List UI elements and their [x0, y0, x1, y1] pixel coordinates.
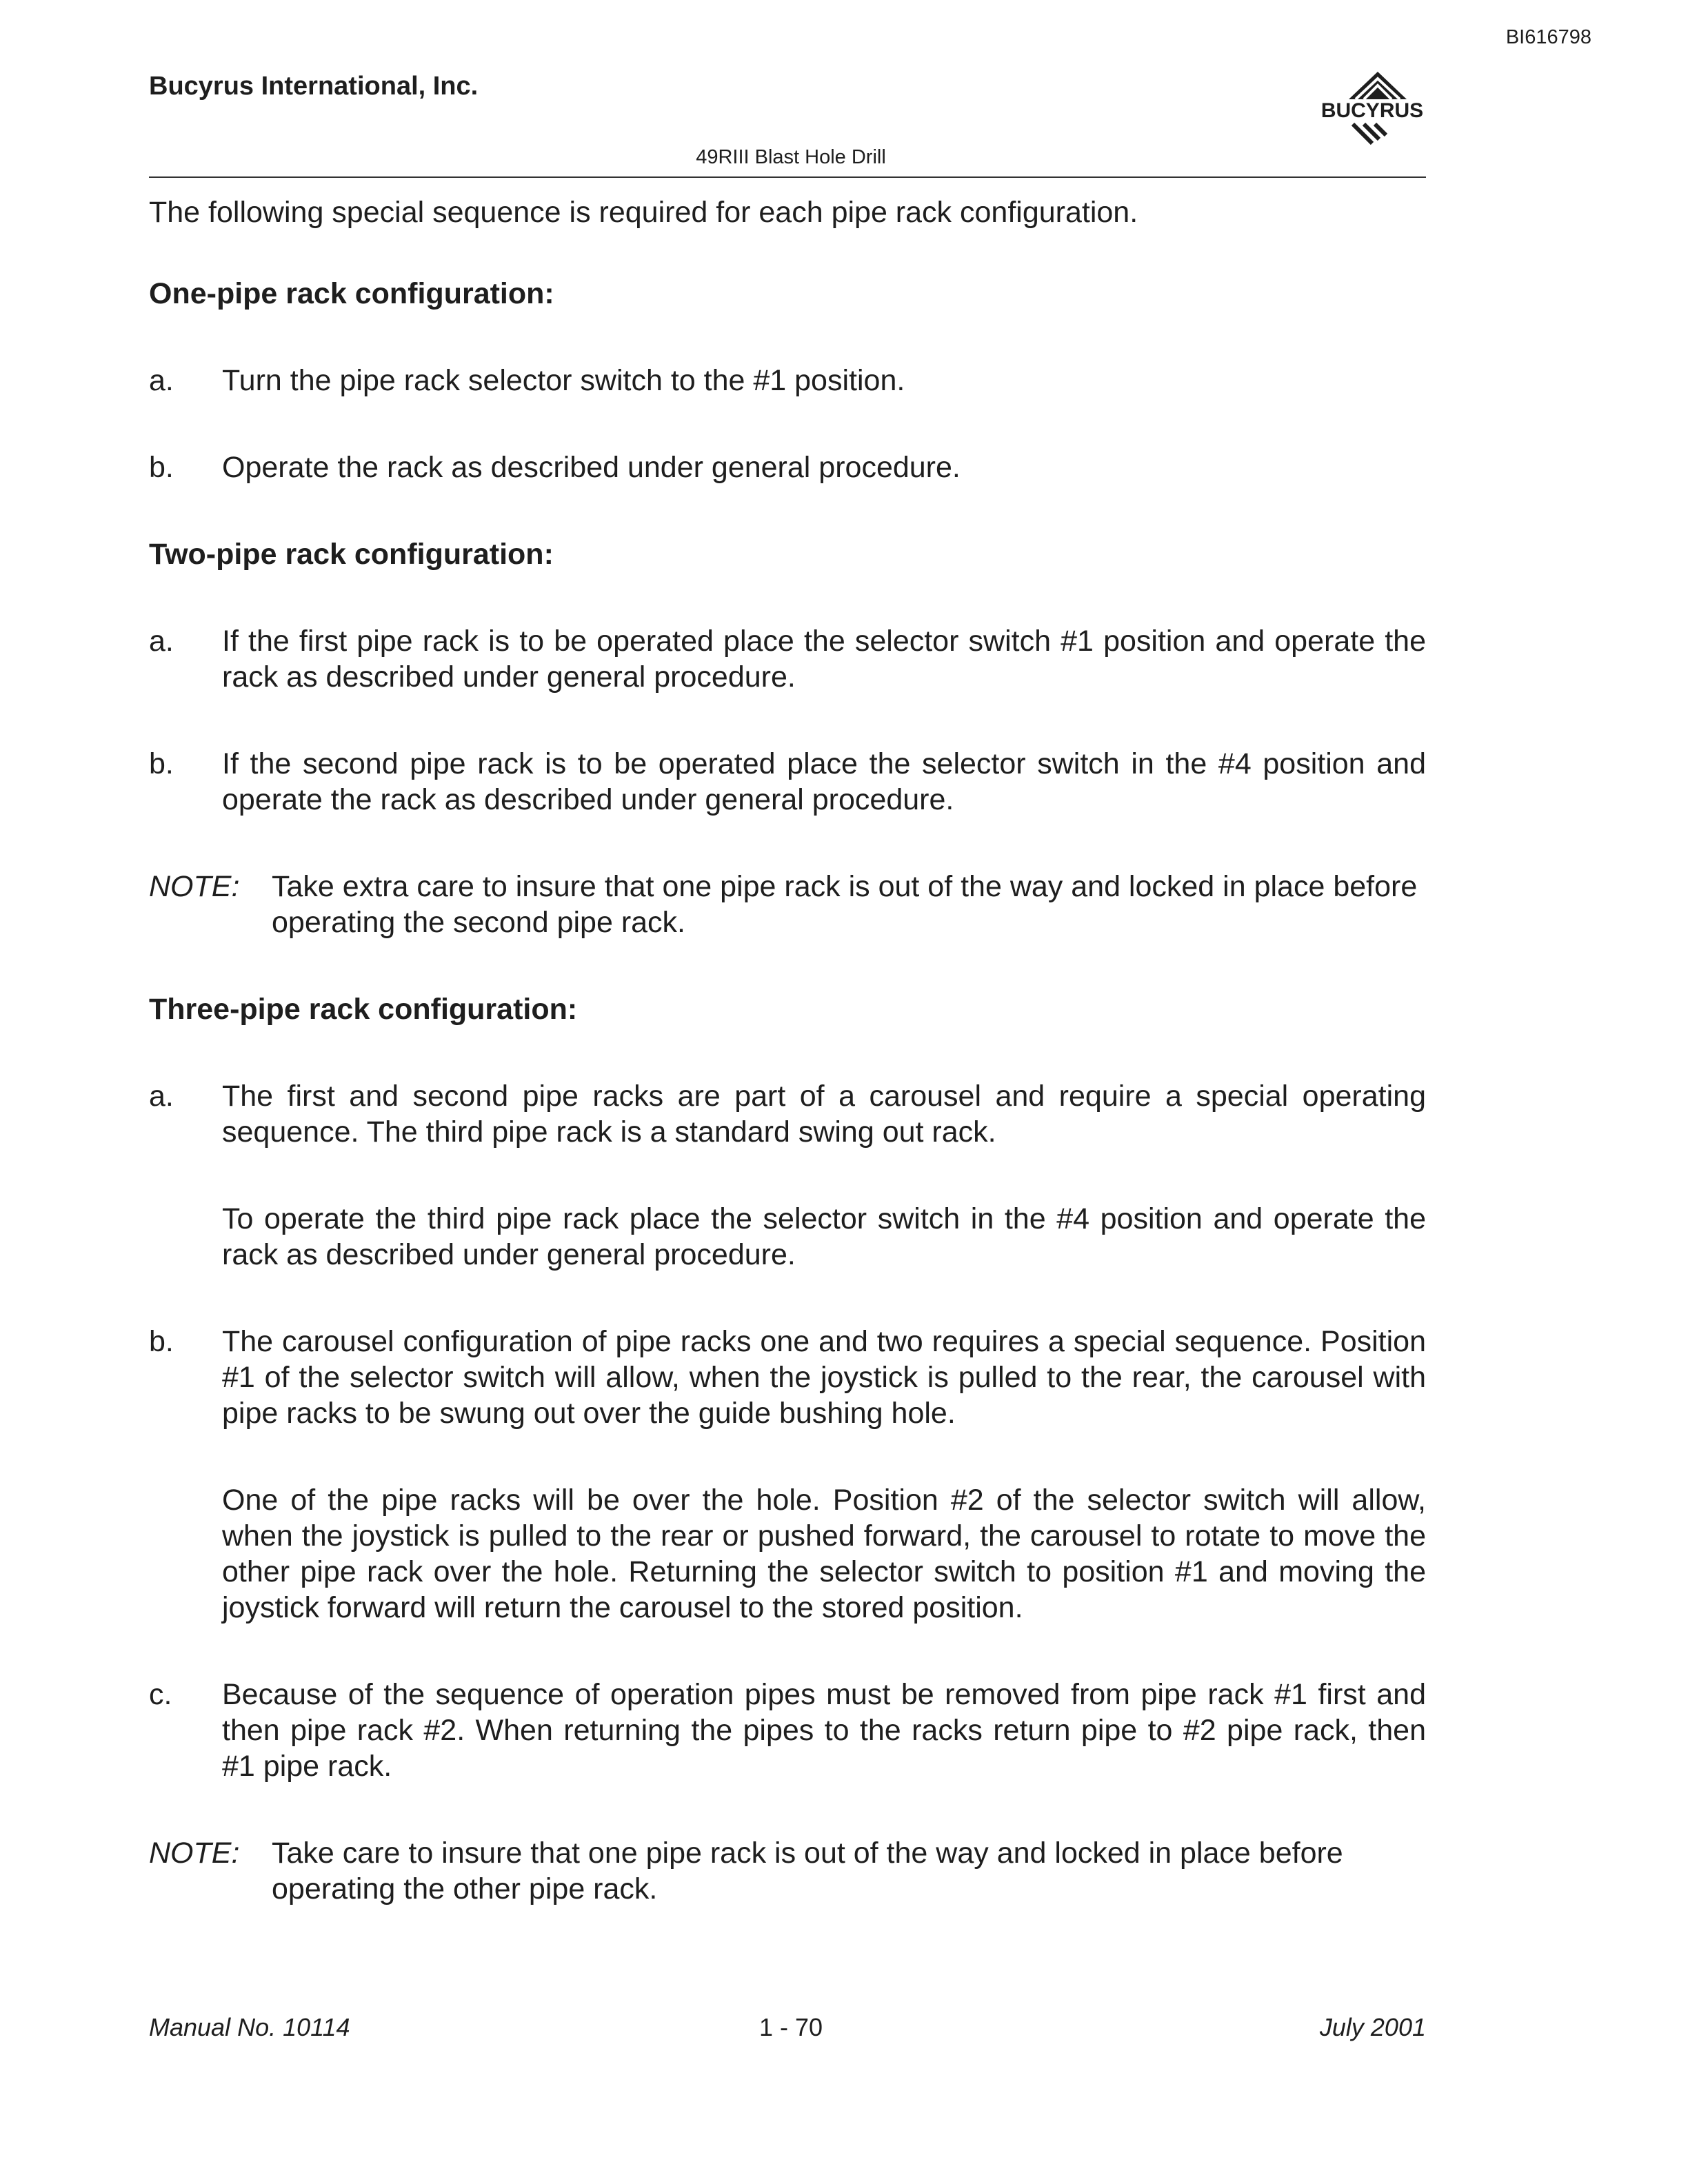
list-item-body	[222, 1677, 1426, 1784]
list-item	[149, 1324, 1426, 1626]
list-item-paragraph: Turn the pipe rack selector switch to the #1 position.	[222, 364, 905, 397]
footer-page-number: 1 - 70	[758, 2013, 823, 2041]
intro-paragraph: The following special sequence is required for each pipe rack configuration.	[149, 196, 1138, 229]
list-item-body	[222, 746, 1426, 818]
list-item-letter: a.	[149, 1080, 174, 1113]
list-item-letter: b.	[149, 747, 174, 780]
section	[149, 991, 1426, 1907]
note-label: NOTE:	[149, 1837, 240, 1870]
list-item	[149, 363, 1426, 398]
list-item-body	[222, 363, 1426, 398]
list-item-letter: a.	[149, 364, 174, 397]
list-item	[149, 746, 1426, 818]
list-item-body	[222, 623, 1426, 695]
section	[149, 536, 1426, 940]
list-item-paragraph: If the second pipe rack is to be operated place the selector switch in the #4 position and operate the rack as described under general procedure.	[222, 747, 1426, 816]
list-item-letter: b.	[149, 1325, 174, 1358]
list-item	[149, 623, 1426, 695]
list-item-paragraph: Operate the rack as described under general procedure.	[222, 451, 961, 484]
note-text: Take care to insure that one pipe rack is out of the way and locked in place before operating the other pipe rack.	[272, 1837, 1343, 1905]
list-item-body	[222, 449, 1426, 485]
list-item-paragraph: The carousel configuration of pipe racks one and two requires a special sequence. Position #1 of the selector switch will allow, when the joystick is pulled to the rear, the carousel with pipe racks to be swung out over the guide bushing hole.	[222, 1325, 1426, 1430]
list-item	[149, 1078, 1426, 1273]
list-item-paragraph: If the first pipe rack is to be operated place the selector switch #1 position and operate the rack as described under general procedure.	[222, 625, 1426, 694]
section-heading: One-pipe rack configuration:	[149, 277, 554, 310]
company-name: Bucyrus International, Inc.	[149, 72, 479, 101]
section	[149, 276, 1426, 485]
list-item-paragraph: To operate the third pipe rack place the selector switch in the #4 position and operate the rack as described under general procedure.	[222, 1202, 1426, 1271]
note-label: NOTE:	[149, 870, 240, 903]
list-item-letter: c.	[149, 1678, 172, 1711]
list-item-body	[222, 1078, 1426, 1273]
section-heading: Three-pipe rack configuration:	[149, 993, 578, 1026]
list-item-paragraph: Because of the sequence of operation pipes must be removed from pipe rack #1 first and then pipe rack #2. When returning the pipes to the racks return pipe to #2 pipe rack, then #1 pipe rack.	[222, 1678, 1426, 1783]
sections-container	[149, 276, 1426, 1907]
list-item-body	[222, 1324, 1426, 1626]
header-divider	[149, 176, 1426, 178]
note-text: Take extra care to insure that one pipe rack is out of the way and locked in place before operating the second pipe rack.	[272, 870, 1418, 939]
list-item-letter: a.	[149, 625, 174, 658]
list-item	[149, 1677, 1426, 1784]
document-id: BI616798	[1505, 26, 1591, 48]
document-title: 49RIII Blast Hole Drill	[696, 146, 886, 168]
footer-manual-number: Manual No. 10114	[149, 2013, 350, 2041]
list-item	[149, 449, 1426, 485]
bucyrus-logo-icon	[1310, 72, 1434, 154]
section-heading: Two-pipe rack configuration:	[149, 538, 554, 571]
list-item-letter: b.	[149, 451, 174, 484]
document-body	[149, 190, 1426, 1958]
logo-text: BUCYRUS	[1320, 99, 1424, 122]
list-item-paragraph: The first and second pipe racks are part of a carousel and require a special operating sequence. The third pipe rack is a standard swing out rack.	[222, 1080, 1426, 1149]
note	[149, 1835, 1426, 1907]
note	[149, 869, 1426, 940]
footer-date: July 2001	[1319, 2013, 1426, 2041]
list-item-paragraph: One of the pipe racks will be over the hole. Position #2 of the selector switch will allow, when the joystick is pulled to the rear or pushed forward, the carousel to rotate to move the other pipe rack over the hole. Returning the selector switch to position #1 and moving the joystick forward will return the carousel to the stored position.	[222, 1484, 1426, 1624]
